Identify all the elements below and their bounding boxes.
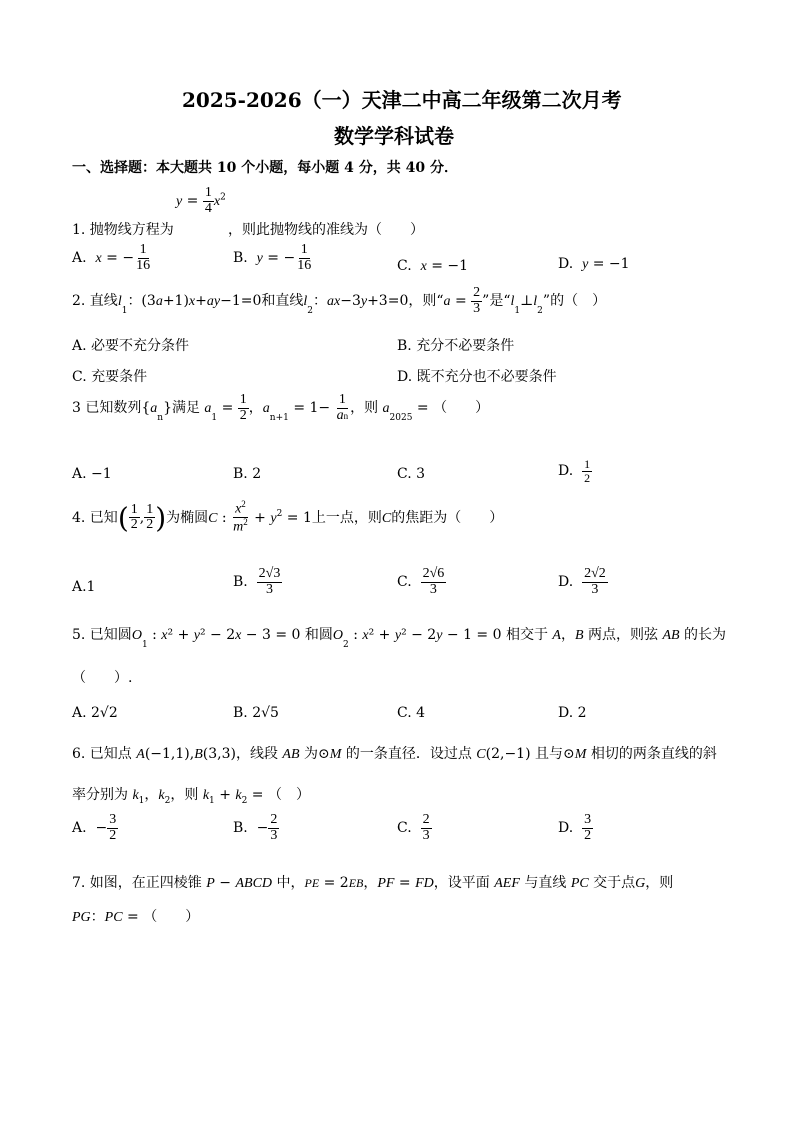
q3-option-c[interactable]: C. 3	[397, 466, 426, 482]
q1-equation: y = $\frac{1}{4}$ $x^2$	[176, 185, 226, 216]
q5-option-a[interactable]: A. 2√2	[72, 705, 118, 721]
q7-stem-line2: PG：PC = （ ）	[72, 909, 200, 925]
q4-option-c[interactable]: C. $\frac{2√6}{3}$	[397, 566, 445, 597]
q2-option-b[interactable]: B. 充分不必要条件	[397, 338, 515, 354]
q7-stem-line1: 7. 如图，在正四棱锥 P − ABCD 中，PE = 2EB，PF = FD，设平面 AEF 与直线 PC 交于点G，则	[72, 875, 674, 891]
q1-option-c[interactable]: C. x = −1	[397, 258, 469, 274]
q2-option-a[interactable]: A. 必要不充分条件	[72, 338, 190, 354]
q4-stem: 4. 已知( $\frac{1}{2}$ , $\frac{1}{2}$ )为椭圆C : $\frac{x^2}{m^2}$ + $y^2 = 1$上一点，则C的焦距为（ ）	[72, 499, 504, 535]
q5-option-d[interactable]: D. 2	[558, 705, 587, 721]
q3-option-a[interactable]: A. −1	[72, 466, 112, 482]
exam-title-line1: 2025-2026（一）天津二中高二年级第二次月考	[182, 88, 622, 112]
section-heading: 一、选择题：本大题共 10 个小题，每小题 4 分，共 40 分．	[72, 160, 458, 176]
q6-option-b[interactable]: B. − $\frac{2}{3}$	[233, 812, 278, 843]
q6-option-c[interactable]: C. $\frac{2}{3}$	[397, 812, 430, 843]
q2-stem: 2. 直线$l_1$：(3a+1)x+ay−1=0和直线$l_2$：ax−3y+3=0，则“a = $\frac{2}{3}$ ”是“$l_1\perp l_2$”的（ ）	[72, 285, 607, 317]
q3-option-d[interactable]: D. $\frac{1}{2}$	[558, 457, 591, 485]
q4-option-d[interactable]: D. $\frac{2√2}{3}$	[558, 566, 606, 597]
q3-stem: 3 已知数列$\{a_n\}$满足 $a_1$ = $\frac{1}{2}$ ，$a_{n+1} = 1-$ $\frac{1}{an}$ ，则 $a_{2025}$ = （ ）	[72, 392, 490, 424]
q2-option-c[interactable]: C. 充要条件	[72, 369, 148, 385]
q6-stem-line1: 6. 已知点 A(−1,1),B(3,3)，线段 AB 为⊙M 的一条直径．设过点 C(2,−1) 且与⊙M 相切的两条直线的斜	[72, 746, 717, 762]
blank-area	[72, 930, 722, 1110]
q4-option-a[interactable]: A.1	[72, 579, 96, 595]
exam-title-line2: 数学学科试卷	[334, 124, 454, 148]
q5-option-c[interactable]: C. 4	[397, 705, 426, 721]
q5-option-b[interactable]: B. 2√5	[233, 705, 279, 721]
q1-stem-post: ，则此抛物线的准线为（ ）	[228, 222, 424, 238]
q1-option-d[interactable]: D. y = −1	[558, 256, 630, 272]
q5-stem-line2: （ ）.	[72, 670, 133, 686]
q2-option-d[interactable]: D. 既不充分也不必要条件	[397, 369, 557, 385]
q1-option-b[interactable]: B. y = − $\frac{1}{16}$	[233, 242, 312, 273]
q4-option-b[interactable]: B. $\frac{2√3}{3}$	[233, 566, 281, 597]
q5-stem-line1: 5. 已知圆$O_1$ : x² + y² − 2x − 3 = 0 和圆$O_2$ : x² + y² − 2y − 1 = 0 相交于 A，B 两点，则弦 AB 的长为	[72, 627, 727, 650]
q3-option-b[interactable]: B. 2	[233, 466, 262, 482]
q6-option-d[interactable]: D. $\frac{3}{2}$	[558, 812, 592, 843]
q6-stem-line2: 率分别为 $k_1$，$k_2$，则 $k_1 + k_2$ = （ ）	[72, 787, 310, 806]
q1-stem-pre: 1. 抛物线方程为	[72, 222, 174, 238]
q6-option-a[interactable]: A. − $\frac{3}{2}$	[72, 812, 117, 843]
q1-option-a[interactable]: A. x = − $\frac{1}{16}$	[72, 242, 151, 273]
